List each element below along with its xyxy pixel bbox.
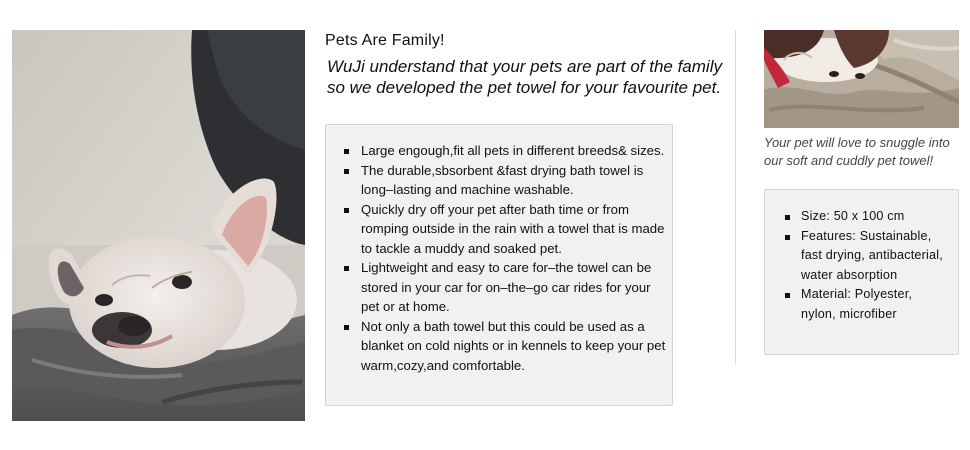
- features-list: [326, 125, 672, 375]
- section-subtitle: WuJi understand that your pets are part of the family so we developed the pet towel for your favourite pet.: [327, 57, 722, 97]
- features-box: [325, 124, 673, 406]
- product-photo-bulldog: [12, 30, 305, 421]
- spec-item-features: Features: Sustainable, fast drying, antibacterial, water absorption: [801, 227, 958, 286]
- feature-item: Quickly dry off your pet after bath time or from romping outside in the rain with a towel that is made to tackle a muddy and soaked pet.: [361, 200, 672, 259]
- product-photo-dog-in-towel: [764, 30, 959, 128]
- photo-caption: Your pet will love to snuggle into our soft and cuddly pet towel!: [764, 135, 950, 168]
- feature-item: Not only a bath towel but this could be used as a blanket on cold nights or in kennels to keep your pet warm,cozy,and comfortable.: [361, 317, 672, 376]
- specs-list: [765, 190, 958, 325]
- section-title: Pets Are Family!: [325, 32, 445, 49]
- feature-item: Large engough,fit all pets in different breeds& sizes.: [361, 141, 672, 161]
- spec-item-size: Size: 50 x 100 cm: [801, 207, 958, 227]
- column-divider: [735, 30, 736, 364]
- feature-item: The durable,sbsorbent &fast drying bath towel is long–lasting and machine washable.: [361, 161, 672, 200]
- feature-item: Lightweight and easy to care for–the towel can be stored in your car for on–the–go car rides for your pet or at home.: [361, 258, 672, 317]
- specs-box: [764, 189, 959, 355]
- spec-item-material: Material: Polyester, nylon, microfiber: [801, 285, 958, 324]
